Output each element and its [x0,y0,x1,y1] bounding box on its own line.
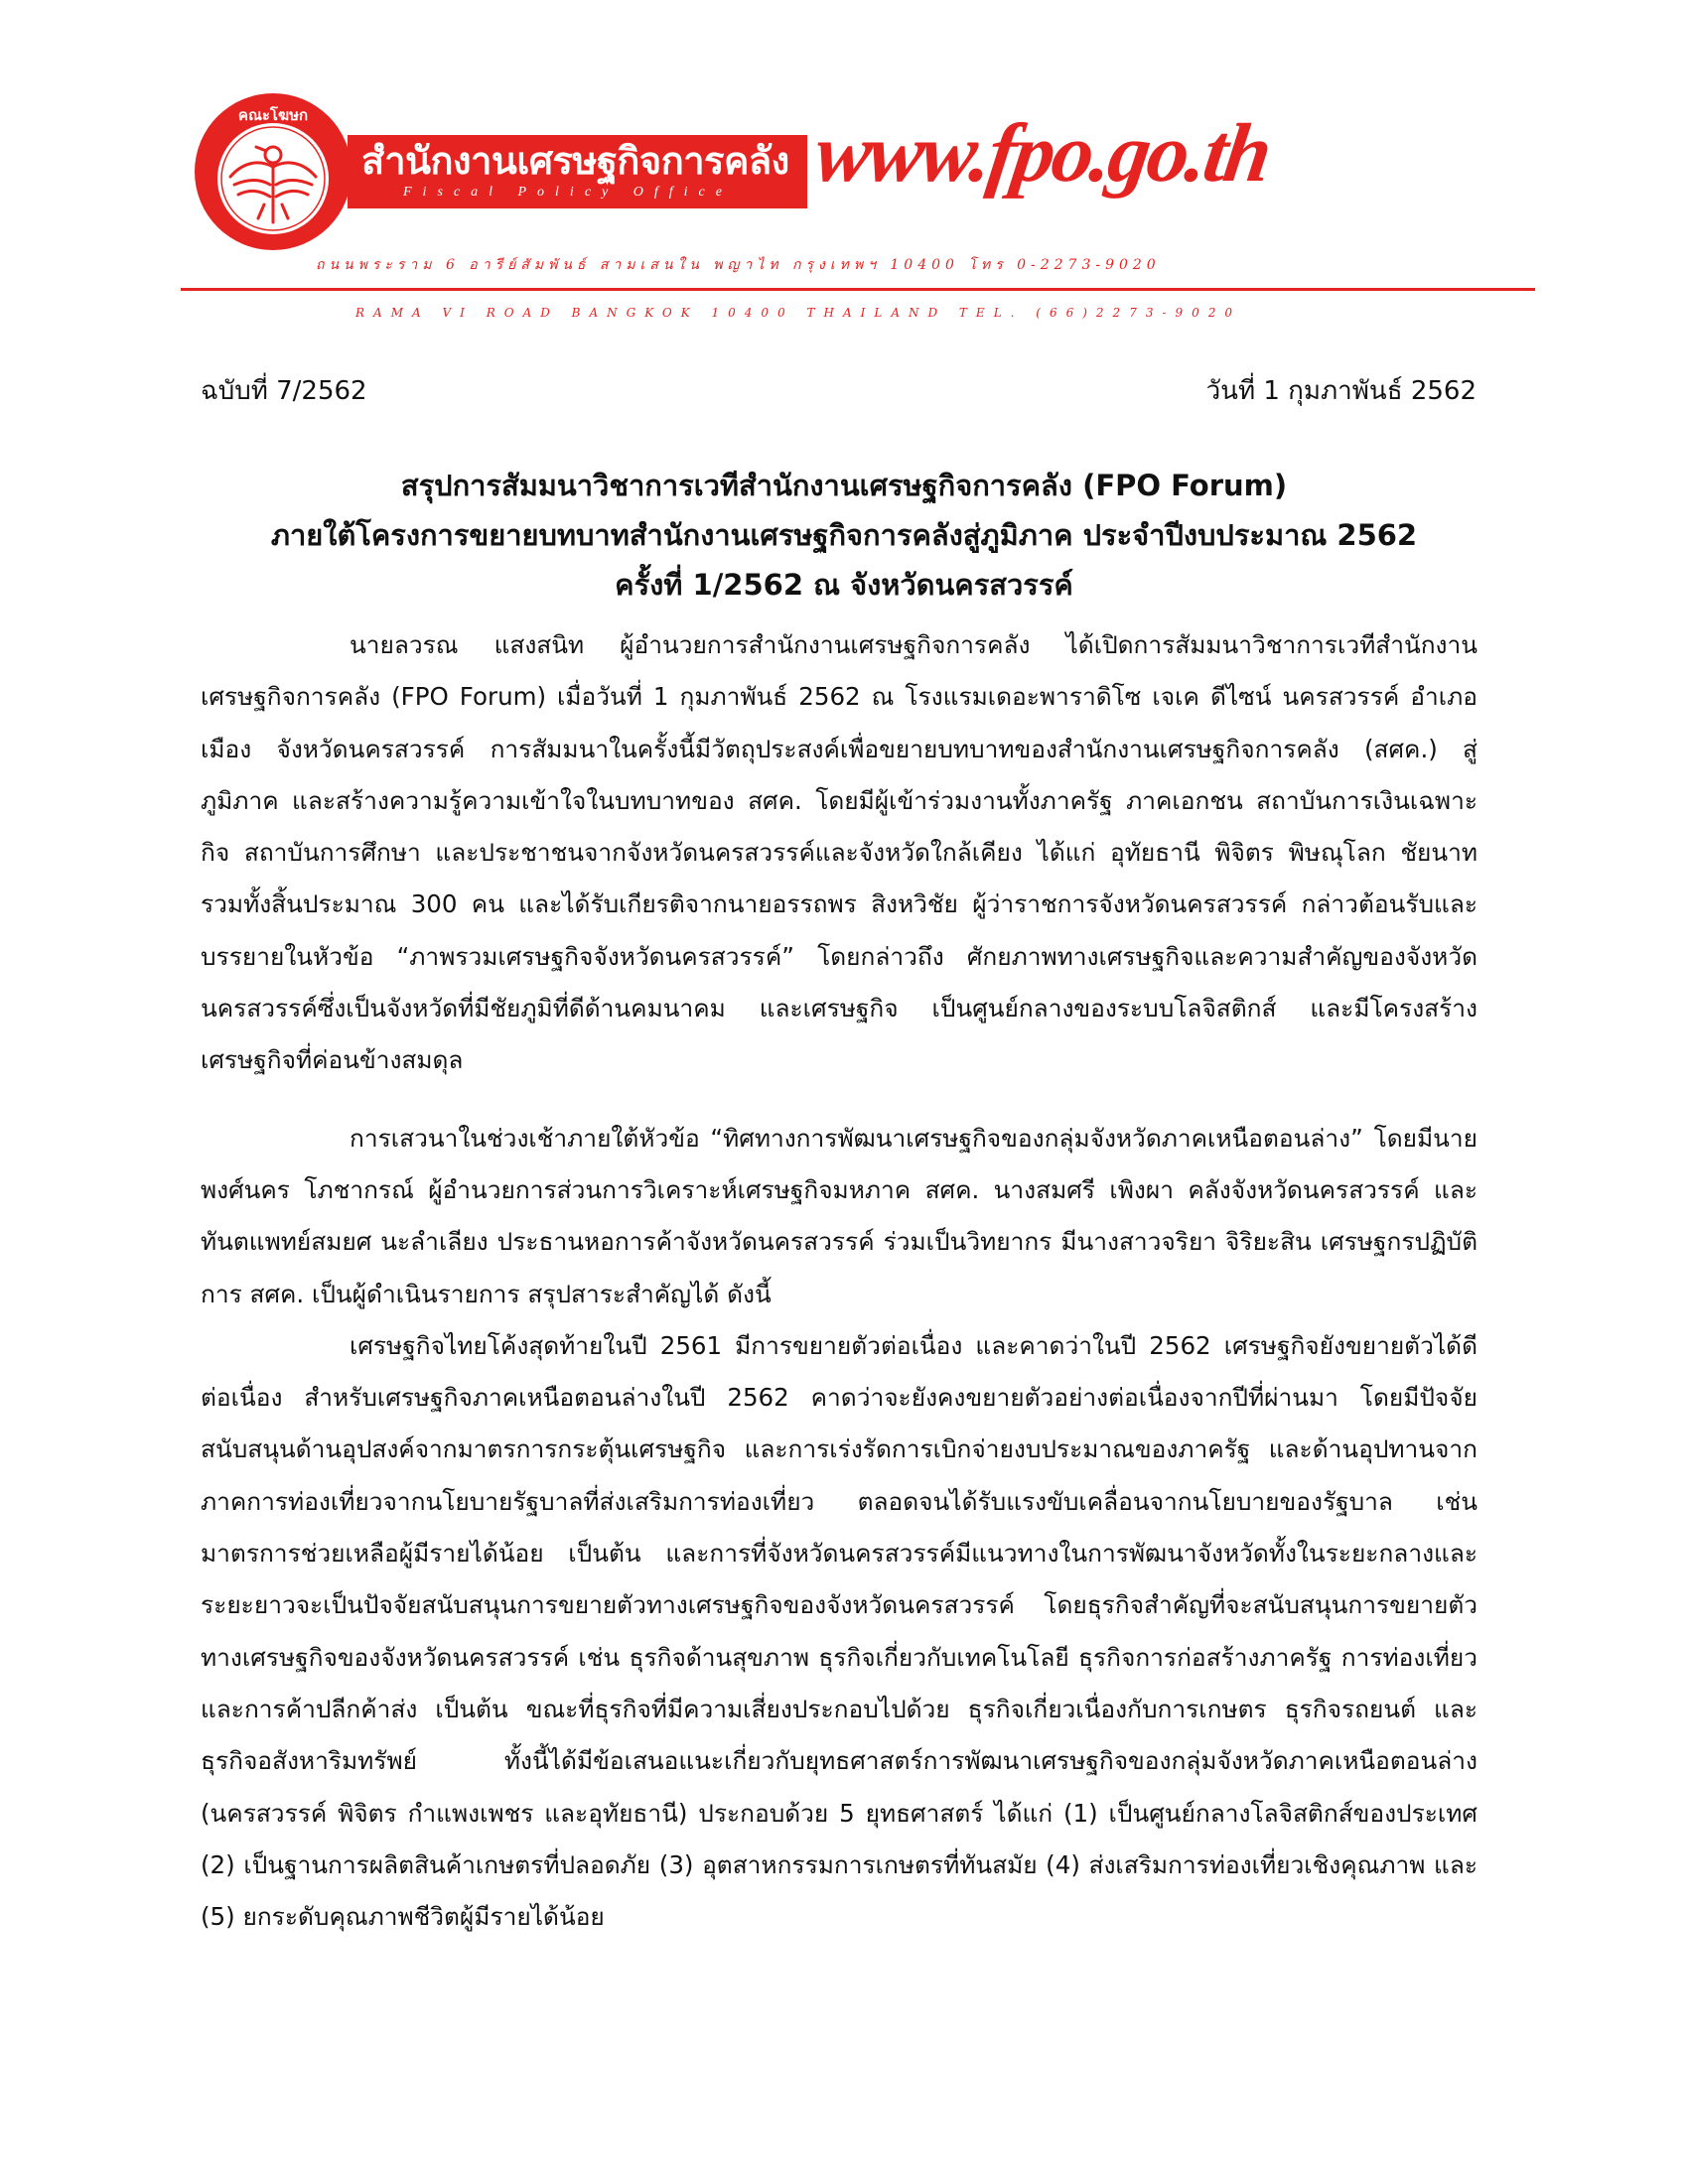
header-divider [181,288,1535,291]
title-line: ครั้งที่ 1/2562 ณ จังหวัดนครสวรรค์ [615,568,1073,602]
office-name-thai: สำนักงานเศรษฐกิจการคลัง [361,139,789,183]
issue-date: วันที่ 1 กุมภาพันธ์ 2562 [1205,376,1477,406]
address-english: RAMA VI ROAD BANGKOK 10400 THAILAND TEL. (66)2273-9020 [355,306,1242,320]
body-paragraph: นายลวรณ แสงสนิท ผู้อำนวยการสำนักงานเศรษฐกิจการคลัง ได้เปิดการสัมมนาวิชาการเวทีสำนักงานเศรษฐกิจการคลัง (FPO Forum) เมื่อวันที่ 1 กุมภาพันธ์ 2562 ณ โรงแรมเดอะพาราดิโซ เจเค ดีไซน์ นครสวรรค์ อำเภอเมือง จังหวัดนครสวรรค์ การสัมมนาในครั้งนี้มีวัตถุประสงค์เพื่อขยายบทบาทของสำนักงานเศรษฐกิจการคลัง (สศค.) สู่ภูมิภาค และสร้างความรู้ความเข้าใจในบทบาทของ สศค. โดยมีผู้เข้าร่วมงานทั้งภาครัฐ ภาคเอกชน สถาบันการเงินเฉพาะกิจ สถาบันการศึกษา และประชาชนจากจังหวัดนครสวรรค์และจังหวัดใกล้เคียง ได้แก่ อุทัยธานี พิจิตร พิษณุโลก ชัยนาท รวมทั้งสิ้นประมาณ 300 คน และได้รับเกียรติจากนายอรรถพร สิงหวิชัย ผู้ว่าราชการจังหวัดนครสวรรค์ กล่าวต้อนรับและบรรยายในหัวข้อ “ภาพรวมเศรษฐกิจจังหวัดนครสวรรค์” โดยกล่าวถึง ศักยภาพทางเศรษฐกิจและความสำคัญของจังหวัดนครสวรรค์ซึ่งเป็นจังหวัดที่มีชัยภูมิที่ดีด้านคมนาคม และเศรษฐกิจ เป็นศูนย์กลางของระบบโลจิสติกส์ และมีโครงสร้างเศรษฐกิจที่ค่อนข้างสมดุล [201,630,1477,1075]
issue-number: ฉบับที่ 7/2562 [201,376,367,406]
document-body [201,619,1477,1943]
document-title [159,461,1529,610]
fpo-seal-logo [195,93,352,250]
title-line: สรุปการสัมมนาวิชาการเวทีสำนักงานเศรษฐกิจการคลัง (FPO Forum) [400,469,1288,502]
office-name-english: Fiscal Policy Office [403,185,733,200]
seal-text: คณะโฆษก [237,106,309,124]
body-paragraph: เศรษฐกิจไทยโค้งสุดท้ายในปี 2561 มีการขยายตัวต่อเนื่อง และคาดว่าในปี 2562 เศรษฐกิจยังขยายตัวได้ดีต่อเนื่อง สำหรับเศรษฐกิจภาคเหนือตอนล่างในปี 2562 คาดว่าจะยังคงขยายตัวอย่างต่อเนื่องจากปีที่ผ่านมา โดยมีปัจจัยสนับสนุนด้านอุปสงค์จากมาตรการกระตุ้นเศรษฐกิจ และการเร่งรัดการเบิกจ่ายงบประมาณของภาครัฐ และด้านอุปทานจากภาคการท่องเที่ยวจากนโยบายรัฐบาลที่ส่งเสริมการท่องเที่ยว ตลอดจนได้รับแรงขับเคลื่อนจากนโยบายของรัฐบาล เช่น มาตรการช่วยเหลือผู้มีรายได้น้อย เป็นต้น และการที่จังหวัดนครสวรรค์มีแนวทางในการพัฒนาจังหวัดทั้งในระยะกลางและระยะยาวจะเป็นปัจจัยสนับสนุนการขยายตัวทางเศรษฐกิจของจังหวัดนครสวรรค์ โดยธุรกิจสำคัญที่จะสนับสนุนการขยายตัวทางเศรษฐกิจของจังหวัดนครสวรรค์ เช่น ธุรกิจด้านสุขภาพ ธุรกิจเกี่ยวกับเทคโนโลยี ธุรกิจการก่อสร้างภาครัฐ การท่องเที่ยว และการค้าปลีกค้าส่ง เป็นต้น ขณะที่ธุรกิจที่มีความเสี่ยงประกอบไปด้วย ธุรกิจเกี่ยวเนื่องกับการเกษตร ธุรกิจรถยนต์ และธุรกิจอสังหาริมทรัพย์ ทั้งนี้ได้มีข้อเสนอแนะเกี่ยวกับยุทธศาสตร์การพัฒนาเศรษฐกิจของกลุ่มจังหวัดภาคเหนือตอนล่าง (นครสวรรค์ พิจิตร กำแพงเพชร และอุทัยธานี) ประกอบด้วย 5 ยุทธศาสตร์ ได้แก่ (1) เป็นศูนย์กลางโลจิสติกส์ของประเทศ (2) เป็นฐานการผลิตสินค้าเกษตรที่ปลอดภัย (3) อุตสาหกรรมการเกษตรที่ทันสมัย (4) ส่งเสริมการท่องเที่ยวเชิงคุณภาพ และ (5) ยกระดับคุณภาพชีวิตผู้มีรายได้น้อย [201,1330,1477,1932]
office-banner [348,135,807,208]
address-thai: ถนนพระราม 6 อารีย์สัมพันธ์ สามเสนใน พญาไท กรุงเทพฯ 10400 โทร 0-2273-9020 [316,257,1161,273]
body-paragraph: การเสวนาในช่วงเช้าภายใต้หัวข้อ “ทิศทางการพัฒนาเศรษฐกิจของกลุ่มจังหวัดภาคเหนือตอนล่าง” โดยมีนายพงศ์นคร โภชากรณ์ ผู้อำนวยการส่วนการวิเคราะห์เศรษฐกิจมหภาค สศค. นางสมศรี เพิงผา คลังจังหวัดนครสวรรค์ และทันตแพทย์สมยศ นะลำเลียง ประธานหอการค้าจังหวัดนครสวรรค์ ร่วมเป็นวิทยากร มีนางสาวจริยา จิริยะสิน เศรษฐกรปฏิบัติการ สศค. เป็นผู้ดำเนินรายการ สรุปสาระสำคัญได้ ดังนี้ [201,1123,1477,1308]
title-line: ภายใต้โครงการขยายบทบาทสำนักงานเศรษฐกิจการคลังสู่ภูมิภาค ประจำปีงบประมาณ 2562 [270,518,1418,552]
website-url[interactable]: www.fpo.go.th [809,107,1275,200]
